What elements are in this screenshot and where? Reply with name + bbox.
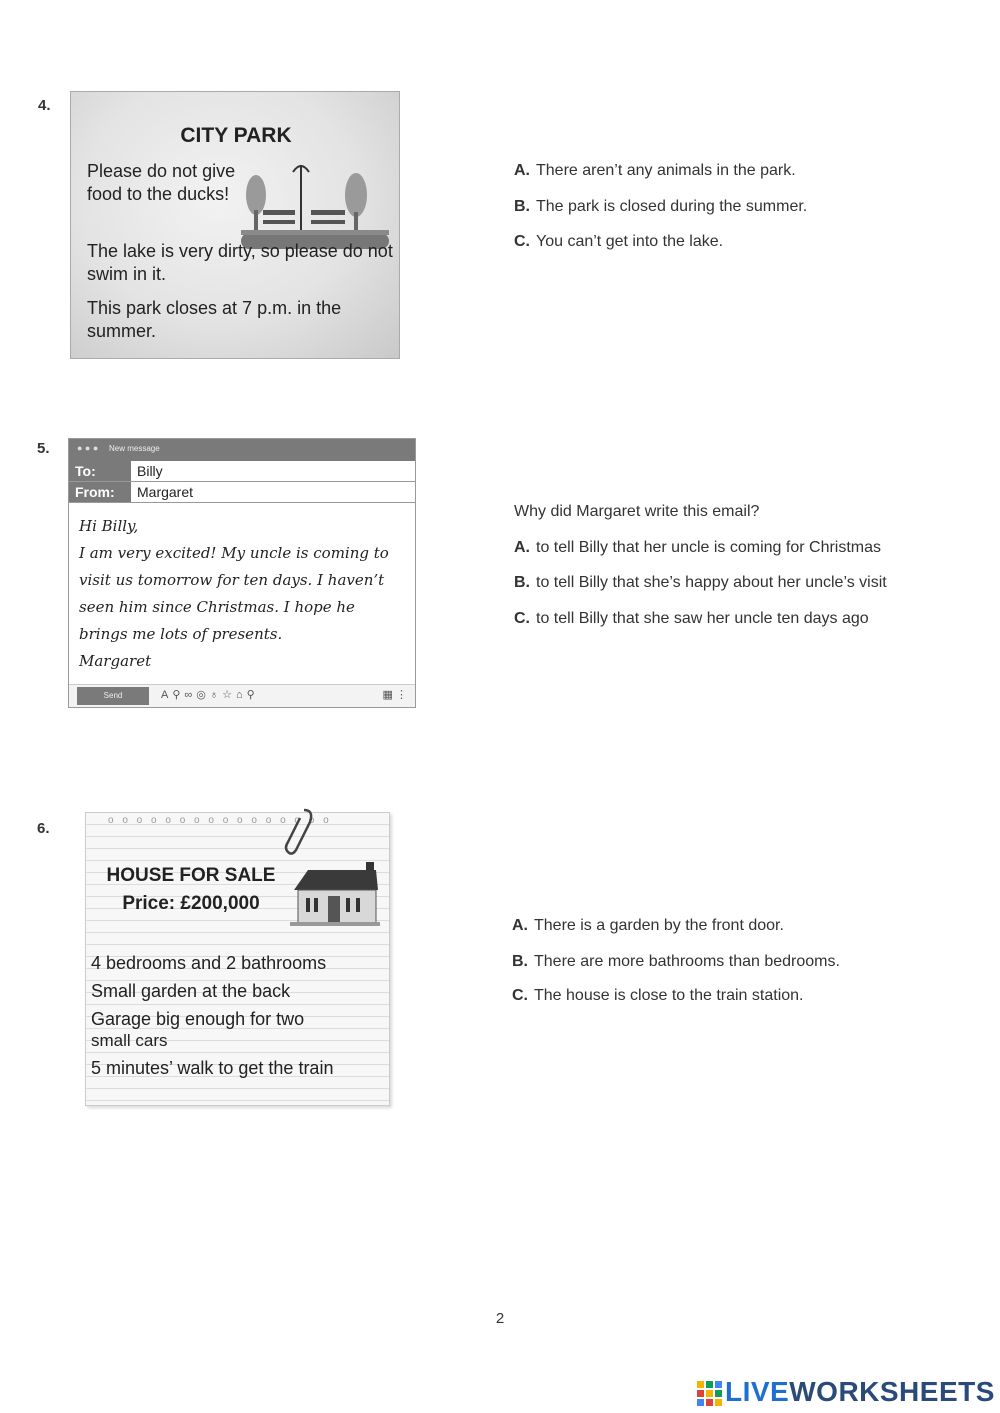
format-text-icon: A <box>161 689 173 701</box>
q5-question-text: Why did Margaret write this email? <box>514 503 760 520</box>
email-body-line: seen him since Christmas. I hope he <box>79 598 355 616</box>
option-text: The house is close to the train station. <box>534 987 804 1004</box>
option-letter: A. <box>512 917 528 934</box>
notebook-rings-icon: o o o o o o o o o o o o o o o o <box>108 815 332 826</box>
note-line-train: 5 minutes’ walk to get the train <box>91 1058 334 1078</box>
option-letter: C. <box>512 987 528 1004</box>
email-to-row <box>69 461 415 482</box>
page-number: 2 <box>495 1310 505 1327</box>
note-line-garage-cont: small cars <box>91 1031 168 1050</box>
brand-suffix: WORKSHEETS <box>789 1376 995 1407</box>
email-from-row <box>69 482 415 503</box>
email-greeting: Hi Billy, <box>79 517 139 535</box>
email-signature: Margaret <box>79 652 152 670</box>
liveworksheets-wordmark <box>725 1376 995 1408</box>
location-icon: ♁ <box>209 689 223 701</box>
option-text: The park is closed during the summer. <box>536 198 808 215</box>
house-icon <box>290 860 380 928</box>
q5-option-c[interactable] <box>514 610 869 628</box>
option-text: You can’t get into the lake. <box>536 233 724 250</box>
send-button[interactable]: Send <box>77 687 149 705</box>
note-line-garage: Garage big enough for two <box>91 1009 305 1029</box>
note-line-bedrooms: 4 bedrooms and 2 bathrooms <box>91 953 327 973</box>
city-park-sign <box>70 91 400 359</box>
q6-option-b[interactable] <box>512 953 840 971</box>
option-text: to tell Billy that she saw her uncle ten days ago <box>536 610 869 627</box>
email-window-title: New message <box>109 444 160 453</box>
q5-option-b[interactable] <box>514 574 887 592</box>
option-text: to tell Billy that she’s happy about her uncle’s visit <box>536 574 887 591</box>
q5-option-a[interactable] <box>514 539 881 557</box>
brand-prefix: LIVE <box>725 1376 790 1407</box>
email-from-label: From: <box>69 482 131 502</box>
trash-icon[interactable]: ▦ ⋮ <box>382 689 407 701</box>
option-letter: B. <box>514 574 530 591</box>
question-5-number: 5. <box>37 440 50 457</box>
window-controls-icon: ● ● ● <box>77 443 99 453</box>
q4-option-c[interactable] <box>514 233 723 251</box>
question-4-number: 4. <box>38 97 51 114</box>
option-letter: C. <box>514 610 530 627</box>
note-title: HOUSE FOR SALE <box>106 865 276 886</box>
q4-option-b[interactable] <box>514 198 807 216</box>
option-letter: B. <box>512 953 528 970</box>
toolbar-icons <box>161 688 259 701</box>
link-icon: ∞ <box>184 689 197 701</box>
option-letter: A. <box>514 162 530 179</box>
email-title-bar <box>69 439 415 461</box>
attach-icon: ⚲ <box>172 689 185 701</box>
star-icon: ☆ <box>222 689 236 701</box>
note-line-garden: Small garden at the back <box>91 981 291 1001</box>
option-text: There are more bathrooms than bedrooms. <box>534 953 840 970</box>
email-toolbar <box>69 684 415 707</box>
sign-line-hours: This park closes at 7 p.m. in the summer. <box>87 298 342 341</box>
email-body-line: brings me lots of presents. <box>79 625 283 643</box>
email-to-label: To: <box>69 461 131 481</box>
sign-line-ducks: Please do not give food to the ducks! <box>87 161 236 204</box>
email-body <box>79 513 409 675</box>
camera-icon: ◎ <box>196 689 210 701</box>
sign-title: CITY PARK <box>180 124 292 147</box>
email-from-value: Margaret <box>137 484 194 500</box>
note-price: Price: £200,000 <box>122 893 260 914</box>
q6-option-a[interactable] <box>512 917 784 935</box>
sign-line-lake: The lake is very dirty, so please do not swim in it. <box>87 241 393 284</box>
home-icon: ⌂ <box>235 689 247 701</box>
email-window <box>68 438 416 708</box>
option-letter: C. <box>514 233 530 250</box>
option-text: There aren’t any animals in the park. <box>536 162 796 179</box>
email-body-line: visit us tomorrow for ten days. I haven’t <box>79 571 385 589</box>
email-body-line: I am very excited! My uncle is coming to <box>79 544 389 562</box>
search-icon: ⚲ <box>246 689 259 701</box>
q4-option-a[interactable] <box>514 162 796 180</box>
option-letter: B. <box>514 198 530 215</box>
question-6-number: 6. <box>37 820 50 837</box>
house-for-sale-note <box>85 812 390 1106</box>
q6-option-c[interactable] <box>512 987 803 1005</box>
option-text: to tell Billy that her uncle is coming for Christmas <box>536 539 882 556</box>
email-to-value: Billy <box>137 463 163 479</box>
option-letter: A. <box>514 539 530 556</box>
option-text: There is a garden by the front door. <box>534 917 784 934</box>
liveworksheets-logo-icon <box>697 1380 723 1408</box>
paperclip-icon <box>282 806 318 856</box>
